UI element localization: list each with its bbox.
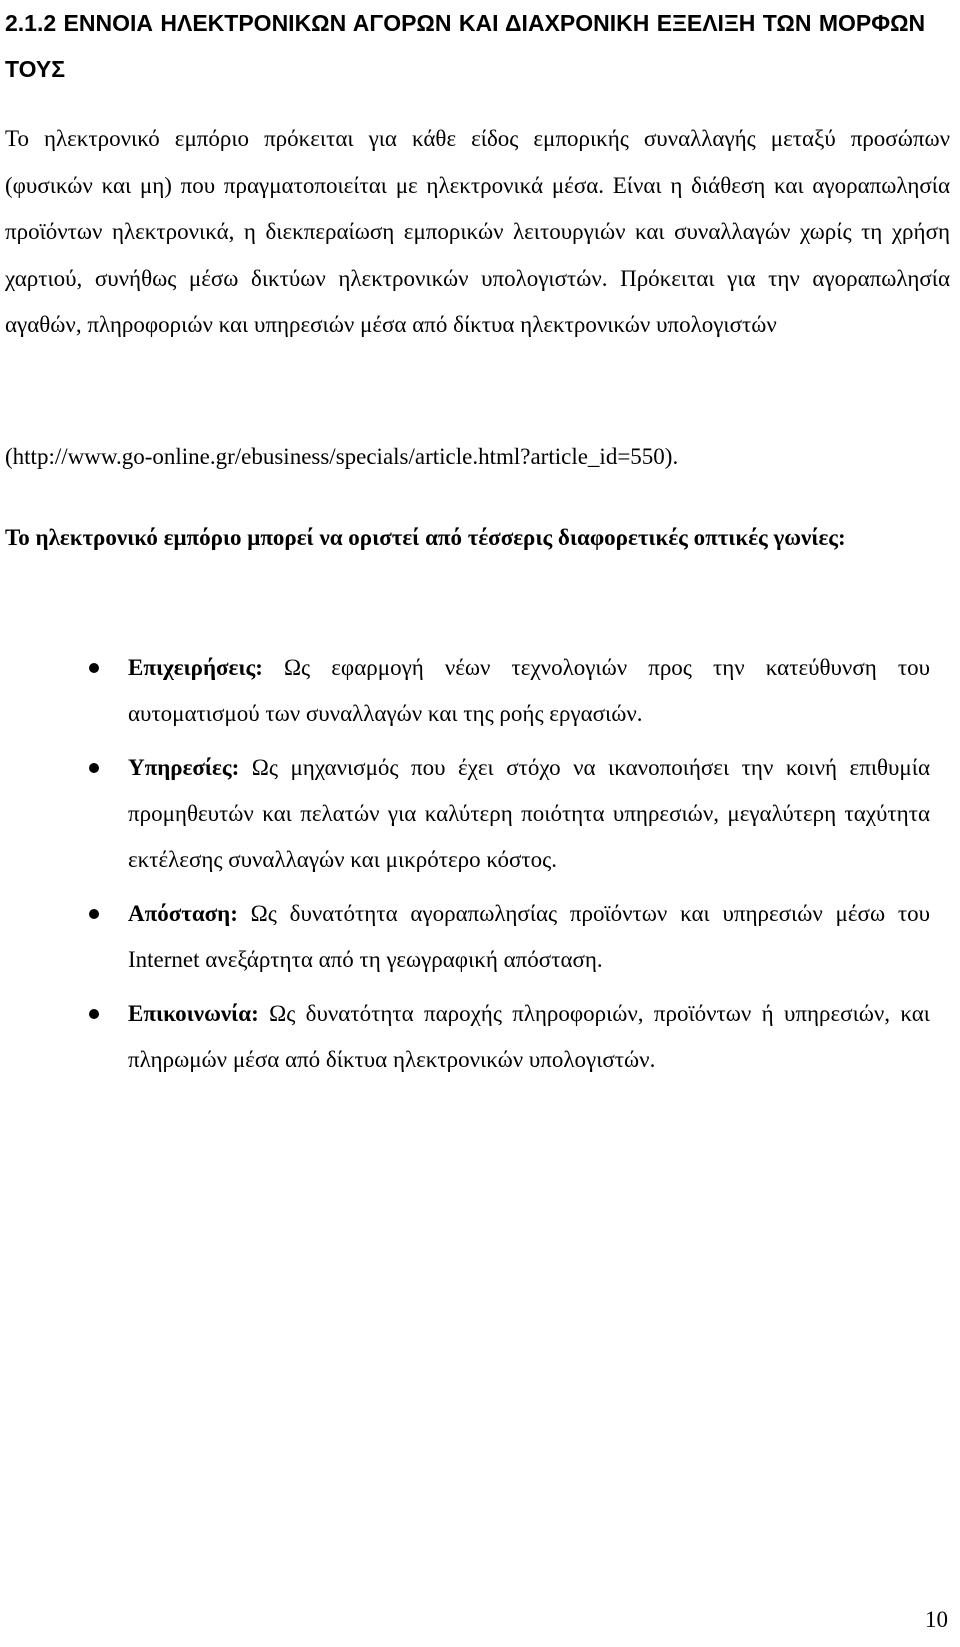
- section-heading: 2.1.2 ΕΝΝΟΙΑ ΗΛΕΚΤΡΟΝΙΚΩΝ ΑΓΟΡΩΝ ΚΑΙ ΔΙΑΧΡΟΝΙΚΗ ΕΞΕΛΙΞΗ ΤΩΝ ΜΟΡΦΩΝ ΤΟΥΣ: [5, 10, 926, 82]
- perspectives-lead: Το ηλεκτρονικό εμπόριο μπορεί να οριστεί από τέσσερις διαφορετικές οπτικές γωνίες:: [5, 525, 846, 550]
- citation-link: (http://www.go-online.gr/ebusiness/specials/article.html?article_id=550).: [5, 444, 679, 469]
- bullet-term: Απόσταση:: [128, 901, 238, 926]
- page-number: 10: [925, 1607, 948, 1632]
- bullet-term: Υπηρεσίες:: [128, 755, 240, 780]
- list-item-business: [0, 645, 930, 737]
- bullet-text: Ως μηχανισμός που έχει στόχο να ικανοποιήσει την κοινή επιθυμία προμηθευτών και πελατών για καλύτερη ποιότητα υπηρεσιών, μεγαλύτερη ταχύτητα εκτέλεσης συναλλαγών και μικρότερο κόστος.: [128, 755, 930, 872]
- bullet-text: Ως εφαρμογή νέων τεχνολογιών προς την κατεύθυνση του αυτοματισμού των συναλλαγών και της ροής εργασιών.: [128, 655, 930, 726]
- bullet-text: Ως δυνατότητα παροχής πληροφοριών, προϊόντων ή υπηρεσιών, και πληρωμών μέσα από δίκτυα ηλεκτρονικών υπολογιστών.: [128, 1001, 930, 1072]
- bullet-term: Επικοινωνία:: [128, 1001, 259, 1026]
- perspectives-list: [0, 645, 960, 1091]
- bullet-icon: [89, 1009, 99, 1019]
- bullet-icon: [89, 763, 99, 773]
- list-item-services: [0, 745, 930, 883]
- list-item-distance: [0, 891, 930, 983]
- bullet-icon: [89, 663, 99, 673]
- intro-paragraph: Το ηλεκτρονικό εμπόριο πρόκειται για κάθε είδος εμπορικής συναλλαγής μεταξύ προσώπων (φυσικών και μη) που πραγματοποιείται με ηλεκτρονικά μέσα. Είναι η διάθεση και αγοραπωλησία προϊόντων ηλεκτρονικά, η διεκπεραίωση εμπορικών λειτουργιών και συναλλαγών χωρίς τη χρήση χαρτιού, συνήθως μέσω δικτύων ηλεκτρονικών υπολογιστών. Πρόκειται για την αγοραπωλησία αγαθών, πληροφοριών και υπηρεσιών μέσα από δίκτυα ηλεκτρονικών υπολογιστών: [5, 126, 950, 337]
- list-item-communication: [0, 991, 930, 1083]
- bullet-icon: [89, 909, 99, 919]
- bullet-text: Ως δυνατότητα αγοραπωλησίας προϊόντων και υπηρεσιών μέσω του Internet ανεξάρτητα από τη γεωγραφική απόσταση.: [128, 901, 930, 972]
- bullet-term: Επιχειρήσεις:: [128, 655, 263, 680]
